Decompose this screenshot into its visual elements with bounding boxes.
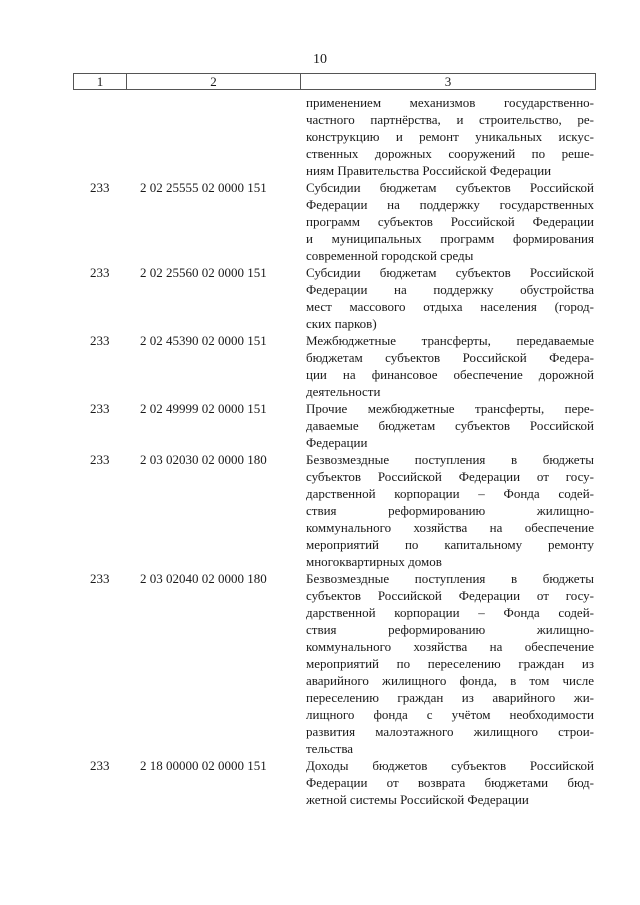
description-line: ских парков) — [306, 316, 377, 331]
description-line: многоквартирных домов — [306, 554, 442, 569]
table-row — [0, 332, 640, 400]
page-number: 10 — [313, 52, 327, 67]
administrator-code: 233 — [90, 401, 110, 416]
description-line: мероприятий по капитальному ремонту — [306, 537, 594, 552]
description-line: Межбюджетные трансферты, передаваемые — [306, 333, 594, 348]
revenue-description — [306, 264, 594, 332]
table-header — [73, 73, 596, 90]
revenue-description — [306, 570, 594, 757]
description-line: субъектов Российской Федерации от госу- — [306, 588, 594, 603]
description-line: Субсидии бюджетам субъектов Российской — [306, 180, 594, 195]
description-line: ниям Правительства Российской Федерации — [306, 163, 552, 178]
description-line: бюджетам субъектов Российской Федера- — [306, 350, 594, 365]
description-line: жетной системы Российской Федерации — [306, 792, 529, 807]
table-row — [0, 400, 640, 451]
administrator-code: 233 — [90, 180, 110, 195]
table-row — [0, 179, 640, 264]
description-line: мест массового отдыха населения (город- — [306, 299, 594, 314]
budget-classification-code: 2 02 45390 02 0000 151 — [140, 333, 267, 348]
table-body — [0, 94, 640, 808]
description-line: аварийного жилищного фонда, в том числе — [306, 673, 594, 688]
budget-classification-code: 2 18 00000 02 0000 151 — [140, 758, 267, 773]
budget-classification-code: 2 03 02040 02 0000 180 — [140, 571, 267, 586]
description-line: Федерации на поддержку обустройства — [306, 282, 594, 297]
description-line: Прочие межбюджетные трансферты, пере- — [306, 401, 594, 416]
administrator-code: 233 — [90, 452, 110, 467]
description-line: субъектов Российской Федерации от госу- — [306, 469, 594, 484]
description-line: ствия реформированию жилищно- — [306, 503, 594, 518]
description-line: коммунального хозяйства на обеспечение — [306, 639, 594, 654]
budget-classification-code: 2 02 25560 02 0000 151 — [140, 265, 267, 280]
description-line: тельства — [306, 741, 354, 756]
administrator-code: 233 — [90, 571, 110, 586]
description-line: ственных дорожных сооружений по реше- — [306, 146, 594, 161]
administrator-code: 233 — [90, 333, 110, 348]
revenue-description — [306, 179, 594, 264]
description-line: современной городской среды — [306, 248, 474, 263]
table-row — [0, 570, 640, 757]
description-line: дарственной корпорации – Фонда содей- — [306, 486, 594, 501]
description-line: Субсидии бюджетам субъектов Российской — [306, 265, 594, 280]
description-line: программ субъектов Российской Федерации — [306, 214, 594, 229]
header-col-1: 1 — [74, 74, 127, 89]
description-line: Федерации от возврата бюджетами бюд- — [306, 775, 594, 790]
budget-classification-code: 2 03 02030 02 0000 180 — [140, 452, 267, 467]
description-line: деятельности — [306, 384, 381, 399]
description-line: применением механизмов государственно- — [306, 95, 594, 110]
description-line: Безвозмездные поступления в бюджеты — [306, 452, 594, 467]
table-row — [0, 451, 640, 570]
description-line: лищного фонда с учётом необходимости — [306, 707, 594, 722]
description-line: коммунального хозяйства на обеспечение — [306, 520, 594, 535]
continuation-description — [306, 94, 594, 179]
budget-classification-code: 2 02 25555 02 0000 151 — [140, 180, 267, 195]
administrator-code: 233 — [90, 758, 110, 773]
administrator-code: 233 — [90, 265, 110, 280]
description-line: переселению граждан из аварийного жи- — [306, 690, 594, 705]
table-row — [0, 757, 640, 808]
description-line: и муниципальных программ формирования — [306, 231, 594, 246]
description-line: даваемые бюджетам субъектов Российской — [306, 418, 594, 433]
revenue-description — [306, 400, 594, 451]
continuation-row — [0, 94, 640, 179]
header-col-2: 2 — [127, 74, 301, 89]
header-col-3: 3 — [444, 74, 452, 89]
description-line: Федерации на поддержку государственных — [306, 197, 594, 212]
revenue-description — [306, 332, 594, 400]
revenue-description — [306, 757, 594, 808]
description-line: ции на финансовое обеспечение дорожной — [306, 367, 594, 382]
revenue-description — [306, 451, 594, 570]
description-line: конструкцию и ремонт уникальных искус- — [306, 129, 594, 144]
description-line: Федерации — [306, 435, 368, 450]
budget-classification-code: 2 02 49999 02 0000 151 — [140, 401, 267, 416]
description-line: ствия реформированию жилищно- — [306, 622, 594, 637]
description-line: мероприятий по переселению граждан из — [306, 656, 594, 671]
description-line: Доходы бюджетов субъектов Российской — [306, 758, 594, 773]
description-line: частного партнёрства, и строительство, ре- — [306, 112, 594, 127]
description-line: развития малоэтажного жилищного строи- — [306, 724, 594, 739]
description-line: дарственной корпорации – Фонда содей- — [306, 605, 594, 620]
description-line: Безвозмездные поступления в бюджеты — [306, 571, 594, 586]
table-row — [0, 264, 640, 332]
